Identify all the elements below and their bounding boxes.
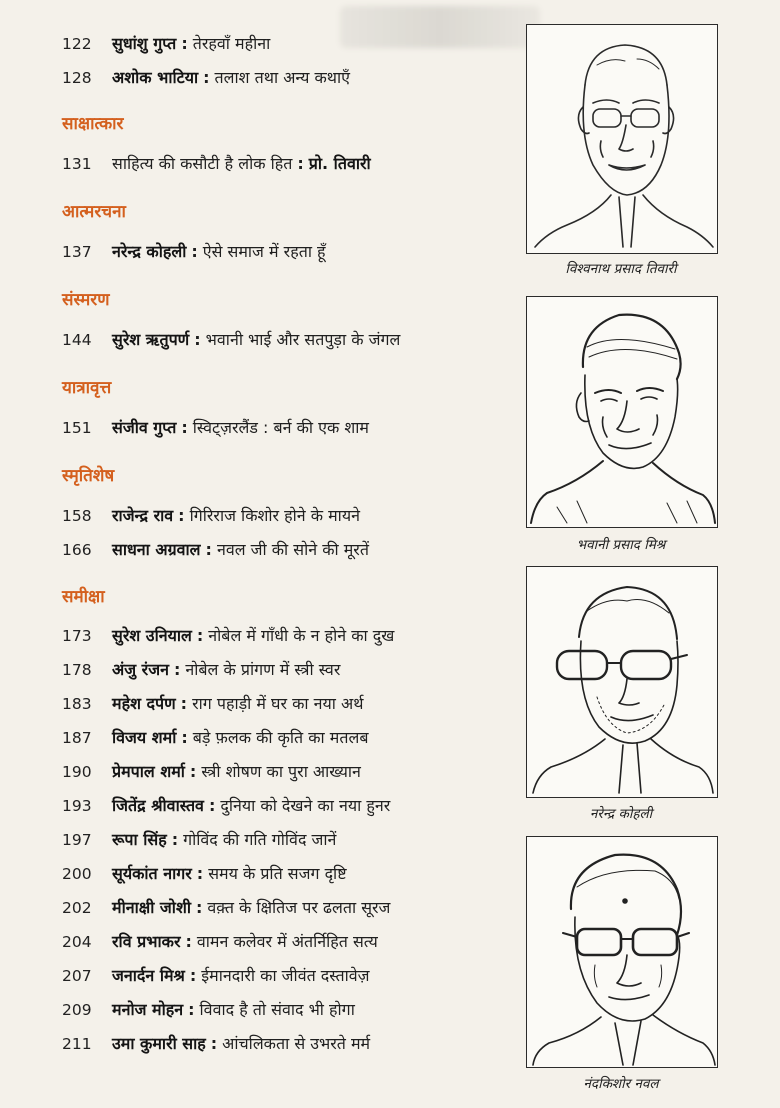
separator: : — [196, 864, 204, 883]
page-number: 204 — [62, 933, 92, 951]
toc-entry[interactable] — [62, 149, 512, 179]
author-name: सुधांशु गुप्त — [112, 34, 177, 53]
toc-entry[interactable] — [62, 757, 512, 787]
author-name: प्रेमपाल शर्मा — [112, 762, 185, 781]
separator: : — [185, 932, 192, 951]
toc-entry[interactable] — [62, 1029, 512, 1059]
article-title: स्त्री शोषण का पुरा आख्यान — [201, 762, 361, 781]
author-name: प्रो. तिवारी — [308, 154, 371, 173]
article-title: ईमानदारी का जीवंत दस्तावेज़ — [201, 966, 370, 985]
author-name: मीनाक्षी जोशी — [112, 898, 191, 917]
page-number: 202 — [62, 899, 92, 917]
separator: : — [208, 796, 216, 815]
page-number: 187 — [62, 729, 92, 747]
toc-entry[interactable] — [62, 995, 512, 1025]
portrait-caption: नंदकिशोर नवल — [583, 1076, 659, 1092]
page-number: 151 — [62, 419, 92, 437]
author-name: रूपा सिंह — [112, 830, 167, 849]
article-title: तेरहवाँ महीना — [192, 34, 271, 53]
article-title: ऐसे समाज में रहता हूँ — [202, 242, 326, 261]
portrait-sketch — [526, 566, 718, 798]
article-title: बड़े फ़लक की कृति का मतलब — [192, 728, 369, 747]
page-number: 200 — [62, 865, 92, 883]
section-heading-travelogue: यात्रावृत्त — [62, 378, 112, 398]
portrait-sketch — [526, 24, 718, 254]
toc-entry[interactable] — [62, 927, 512, 957]
separator: : — [171, 830, 179, 849]
author-name: अंजु रंजन — [112, 660, 169, 679]
page-number: 173 — [62, 627, 92, 645]
page-number: 128 — [62, 69, 92, 87]
section-heading-interview: साक्षात्कार — [62, 114, 124, 134]
toc-entry[interactable] — [62, 893, 512, 923]
page-number: 144 — [62, 331, 92, 349]
page-number: 122 — [62, 35, 92, 53]
article-title: वामन कलेवर में अंतर्निहित सत्य — [196, 932, 378, 951]
separator: : — [189, 966, 197, 985]
section-heading-remembrance: स्मृतिशेष — [62, 466, 115, 486]
portrait-caption: विश्वनाथ प्रसाद तिवारी — [565, 261, 677, 277]
toc-entry[interactable] — [62, 723, 512, 753]
toc-entry[interactable] — [62, 325, 512, 355]
article-title: साहित्य की कसौटी है लोक हित — [112, 154, 293, 173]
separator: : — [188, 1000, 195, 1019]
toc-entry[interactable] — [62, 621, 512, 651]
page-number: 211 — [62, 1035, 92, 1053]
separator: : — [195, 898, 203, 917]
author-name: मनोज मोहन — [112, 1000, 184, 1019]
separator: : — [203, 68, 210, 87]
page-number: 131 — [62, 155, 92, 173]
separator: : — [194, 330, 201, 349]
section-heading-self-writing: आत्मरचना — [62, 202, 126, 222]
toc-entry[interactable] — [62, 655, 512, 685]
article-title: गिरिराज किशोर होने के मायने — [189, 506, 360, 525]
author-name: साधना अग्रवाल — [112, 540, 201, 559]
article-title: दुनिया को देखने का नया हुनर — [220, 796, 391, 815]
article-title: गोविंद की गति गोविंद जानें — [183, 830, 337, 849]
separator: : — [180, 694, 188, 713]
separator: : — [178, 506, 185, 525]
page-number: 166 — [62, 541, 92, 559]
toc-entry[interactable] — [62, 63, 512, 93]
toc-entry[interactable] — [62, 689, 512, 719]
author-name: सुरेश ऋतुपर्ण — [112, 330, 190, 349]
separator: : — [181, 418, 188, 437]
page-number: 158 — [62, 507, 92, 525]
article-title: नोबेल के प्रांगण में स्त्री स्वर — [185, 660, 341, 679]
author-name: जितेंद्र श्रीवास्तव — [112, 796, 204, 815]
article-title: समय के प्रति सजग दृष्टि — [208, 864, 347, 883]
author-name: सूर्यकांत नागर — [112, 864, 192, 883]
page-number: 209 — [62, 1001, 92, 1019]
portrait-sketch-drawing — [527, 297, 717, 527]
author-name: राजेन्द्र राव — [112, 506, 174, 525]
separator: : — [181, 34, 188, 53]
author-name: जनार्दन मिश्र — [112, 966, 185, 985]
author-name: महेश दर्पण — [112, 694, 176, 713]
section-heading-memoir: संस्मरण — [62, 290, 110, 310]
separator: : — [191, 242, 198, 261]
author-name: विजय शर्मा — [112, 728, 177, 747]
page-number: 207 — [62, 967, 92, 985]
separator: : — [210, 1034, 218, 1053]
separator: : — [181, 728, 188, 747]
toc-entry[interactable] — [62, 29, 512, 59]
separator: : — [173, 660, 181, 679]
portrait-caption: नरेन्द्र कोहली — [589, 806, 653, 822]
portrait-sketch — [526, 296, 718, 528]
toc-entry[interactable] — [62, 413, 512, 443]
author-name: अशोक भाटिया — [112, 68, 199, 87]
separator: : — [189, 762, 197, 781]
article-title: वक़्त के क्षितिज पर ढलता सूरज — [207, 898, 391, 917]
article-title: तलाश तथा अन्य कथाएँ — [214, 68, 351, 87]
article-title: आंचलिकता से उभरते मर्म — [222, 1034, 371, 1053]
separator: : — [297, 154, 304, 173]
article-title: नवल जी की सोने की मूरतें — [216, 540, 369, 559]
separator: : — [196, 626, 204, 645]
article-title: नोबेल में गाँधी के न होने का दुख — [208, 626, 395, 645]
toc-entry[interactable] — [62, 791, 512, 821]
portrait-sketch-drawing — [527, 837, 717, 1067]
author-name: संजीव गुप्त — [112, 418, 177, 437]
section-heading-review: समीक्षा — [62, 587, 105, 607]
article-title: राग पहाड़ी में घर का नया अर्थ — [192, 694, 364, 713]
page-number: 193 — [62, 797, 92, 815]
portrait-sketch-drawing — [527, 25, 717, 253]
toc-entry[interactable] — [62, 859, 512, 889]
portrait-sketch — [526, 836, 718, 1068]
page-number: 190 — [62, 763, 92, 781]
toc-entry[interactable] — [62, 961, 512, 991]
author-name: नरेन्द्र कोहली — [112, 242, 187, 261]
author-name: उमा कुमारी साह — [112, 1034, 206, 1053]
article-title: स्विट्ज़रलैंड : बर्न की एक शाम — [192, 418, 369, 437]
page-number: 178 — [62, 661, 92, 679]
separator: : — [205, 540, 212, 559]
portrait-caption: भवानी प्रसाद मिश्र — [576, 537, 666, 553]
toc-entry[interactable] — [62, 501, 512, 531]
toc-entry[interactable] — [62, 237, 512, 267]
page-number: 183 — [62, 695, 92, 713]
toc-entry[interactable] — [62, 825, 512, 855]
page-number: 137 — [62, 243, 92, 261]
author-name: रवि प्रभाकर — [112, 932, 181, 951]
page-number: 197 — [62, 831, 92, 849]
toc-entry[interactable] — [62, 535, 512, 565]
portrait-sketch-drawing — [527, 567, 717, 797]
article-title: विवाद है तो संवाद भी होगा — [199, 1000, 355, 1019]
article-title: भवानी भाई और सतपुड़ा के जंगल — [205, 330, 401, 349]
author-name: सुरेश उनियाल — [112, 626, 192, 645]
